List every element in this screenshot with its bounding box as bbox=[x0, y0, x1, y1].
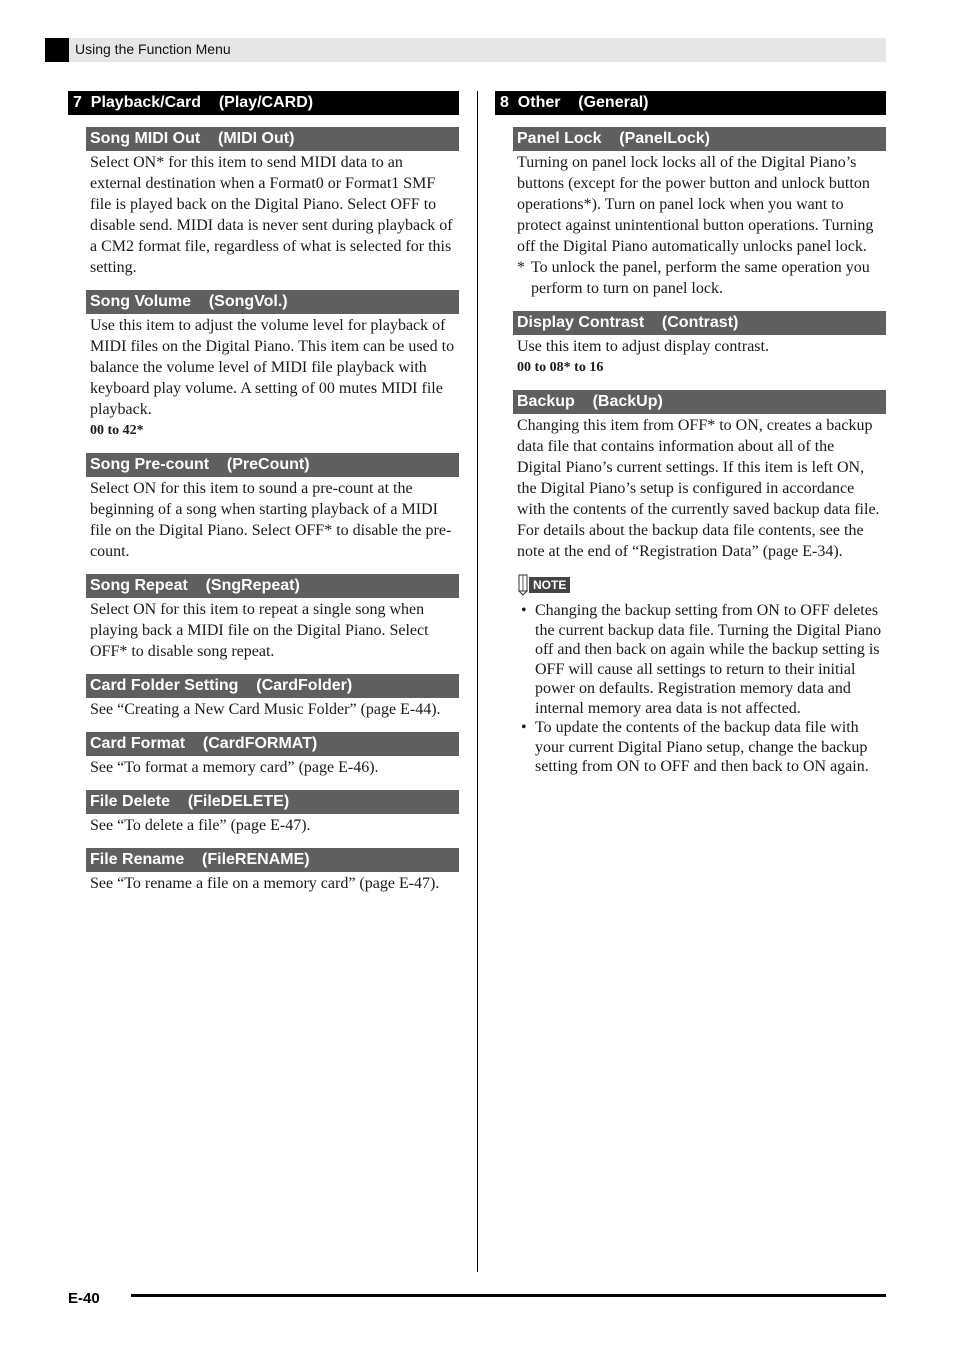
item-heading: File Delete (FileDELETE) bbox=[86, 790, 459, 814]
item-song-repeat bbox=[86, 574, 459, 662]
item-card-folder-setting bbox=[86, 674, 459, 720]
item-display-contrast bbox=[513, 311, 886, 378]
item-backup bbox=[513, 390, 886, 777]
item-description: Use this item to adjust display contrast. bbox=[517, 338, 769, 355]
footnote-asterisk: * bbox=[517, 259, 525, 276]
item-file-rename bbox=[86, 848, 459, 894]
column-divider bbox=[477, 91, 478, 1272]
item-heading: Card Folder Setting (CardFolder) bbox=[86, 674, 459, 698]
item-heading: Song Repeat (SngRepeat) bbox=[86, 574, 459, 598]
header-marker-block bbox=[45, 38, 69, 62]
footnote-text: To unlock the panel, perform the same operation you perform to turn on panel lock. bbox=[531, 259, 870, 297]
item-description: See “To delete a file” (page E-47). bbox=[90, 817, 311, 834]
item-heading: Display Contrast (Contrast) bbox=[513, 311, 886, 335]
section-heading-other: 8 Other (General) bbox=[495, 91, 886, 115]
setting-range: 00 to 42* bbox=[90, 423, 144, 438]
item-heading: Card Format (CardFORMAT) bbox=[86, 732, 459, 756]
item-description: See “Creating a New Card Music Folder” (page E-44). bbox=[90, 701, 441, 718]
footer-rule bbox=[131, 1294, 886, 1297]
item-description: Select ON for this item to sound a pre-count at the beginning of a song when starting playback of a MIDI file on the Digital Piano. Select OFF* to disable the pre-count. bbox=[90, 480, 452, 560]
item-description: Select ON for this item to repeat a single song when playing back a MIDI file on the Digital Piano. Select OFF* to disable song repeat. bbox=[90, 601, 429, 660]
section-heading-playback-card: 7 Playback/Card (Play/CARD) bbox=[68, 91, 459, 115]
item-heading: File Rename (FileRENAME) bbox=[86, 848, 459, 872]
item-heading: Song Pre-count (PreCount) bbox=[86, 453, 459, 477]
item-description: See “To format a memory card” (page E-46). bbox=[90, 759, 379, 776]
item-description: See “To rename a file on a memory card” (page E-47). bbox=[90, 875, 440, 892]
item-heading: Backup (BackUp) bbox=[513, 390, 886, 414]
running-header bbox=[45, 38, 886, 62]
header-title: Using the Function Menu bbox=[75, 41, 231, 57]
item-panel-lock bbox=[513, 127, 886, 299]
setting-range: 00 to 08* to 16 bbox=[517, 360, 604, 375]
left-column bbox=[68, 91, 459, 894]
item-heading: Panel Lock (PanelLock) bbox=[513, 127, 886, 151]
note-label: NOTE bbox=[529, 577, 570, 593]
item-heading: Song MIDI Out (MIDI Out) bbox=[86, 127, 459, 151]
right-column bbox=[495, 91, 886, 777]
page-number: E-40 bbox=[68, 1290, 100, 1307]
item-song-midi-out bbox=[86, 127, 459, 278]
item-description: Use this item to adjust the volume level for playback of MIDI files on the Digital Piano. This item can be used to balance the volume level of MIDI file playback with keyboard play volume. A setting of 00 mutes MIDI file playback. bbox=[90, 317, 455, 418]
item-card-format bbox=[86, 732, 459, 778]
item-description: Turning on panel lock locks all of the Digital Piano’s buttons (except for the power button and unlock button operations*). Turn on panel lock when you want to protect against unintentional button operations. Turning off the Digital Piano automatically unlocks panel lock. bbox=[517, 154, 874, 255]
list-item: • To update the contents of the backup data file with your current Digital Piano setup, change the backup setting from ON to OFF and then back to ON again. bbox=[535, 718, 882, 777]
footnote bbox=[513, 257, 886, 299]
note-bullet-list bbox=[513, 601, 886, 777]
item-description: Changing this item from OFF* to ON, creates a backup data file that contains information about all of the Digital Piano’s current settings. If this item is left ON, the Digital Piano’s setup is configured in accordance with the contents of the currently saved backup data file. For details about the backup data file contents, see the note at the end of “Registration Data” (page E-34). bbox=[517, 417, 880, 560]
list-item: • Changing the backup setting from ON to OFF deletes the current backup data file. Turning the Digital Piano off and then back on again while the backup setting is OFF will cause all settings to return to their initial power on defaults. Registration memory data and internal memory area data is not affected. bbox=[535, 601, 882, 718]
item-song-pre-count bbox=[86, 453, 459, 562]
item-heading: Song Volume (SongVol.) bbox=[86, 290, 459, 314]
item-description: Select ON* for this item to send MIDI data to an external destination when a Format0 or Format1 SMF file is played back on the Digital Piano. Select OFF to disable send. MIDI data is never sent during playback of a CM2 format file, regardless of what is selected for this setting. bbox=[90, 154, 453, 276]
item-file-delete bbox=[86, 790, 459, 836]
note-marker bbox=[517, 573, 886, 597]
item-song-volume bbox=[86, 290, 459, 441]
